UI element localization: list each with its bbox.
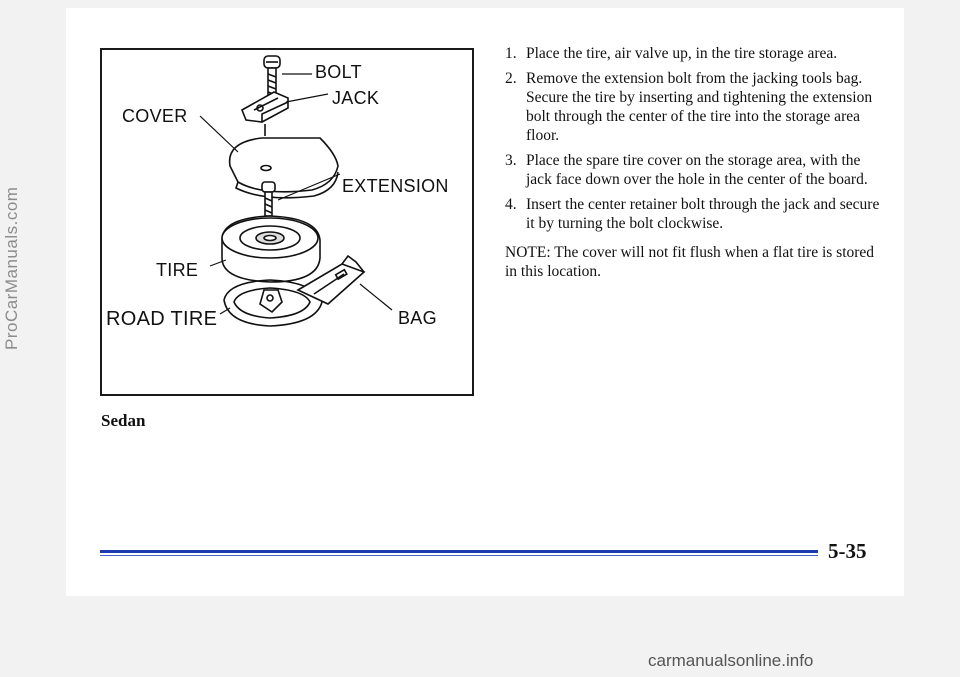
label-tire: TIRE (156, 260, 199, 280)
step-number: 3. (505, 152, 517, 169)
footer-rule (100, 550, 818, 553)
label-bag: BAG (398, 308, 437, 328)
step-item (505, 195, 885, 233)
label-bolt: BOLT (315, 62, 362, 82)
footer-rule-thin (100, 555, 818, 556)
note-text: NOTE: The cover will not fit flush when a flat tire is stored in this location. (505, 244, 875, 280)
footer-watermark: carmanualsonline.info (648, 651, 814, 670)
page-number: 5-35 (828, 539, 867, 563)
cover-board (230, 138, 338, 198)
label-extension: EXTENSION (342, 176, 449, 196)
step-number: 1. (505, 45, 517, 62)
step-text: Remove the extension bolt from the jacking tools bag. Secure the tire by inserting and tightening the extension bolt through the center of the tire into the storage area floor. (526, 70, 873, 144)
label-cover: COVER (122, 106, 188, 126)
tire-part (222, 216, 320, 282)
diagram-illustration (102, 50, 472, 394)
step-text: Place the spare tire cover on the storage area, with the jack face down over the hole in the center of the board. (526, 152, 868, 188)
step-item (505, 44, 885, 63)
instruction-steps (505, 44, 885, 239)
step-number: 4. (505, 196, 517, 213)
label-road-tire: ROAD TIRE (106, 308, 218, 330)
step-item (505, 69, 885, 145)
extension-part (262, 182, 275, 216)
label-jack: JACK (332, 88, 380, 108)
jack-part (242, 92, 288, 136)
step-text: Place the tire, air valve up, in the tire storage area. (526, 45, 838, 62)
step-item (505, 151, 885, 189)
step-number: 2. (505, 70, 517, 87)
side-watermark: ProCarManuals.com (2, 186, 21, 350)
figure-caption: Sedan (101, 411, 146, 430)
step-text: Insert the center retainer bolt through the jack and secure it by turning the bolt clockwise. (526, 196, 880, 232)
spare-tire-storage-diagram (100, 48, 474, 396)
